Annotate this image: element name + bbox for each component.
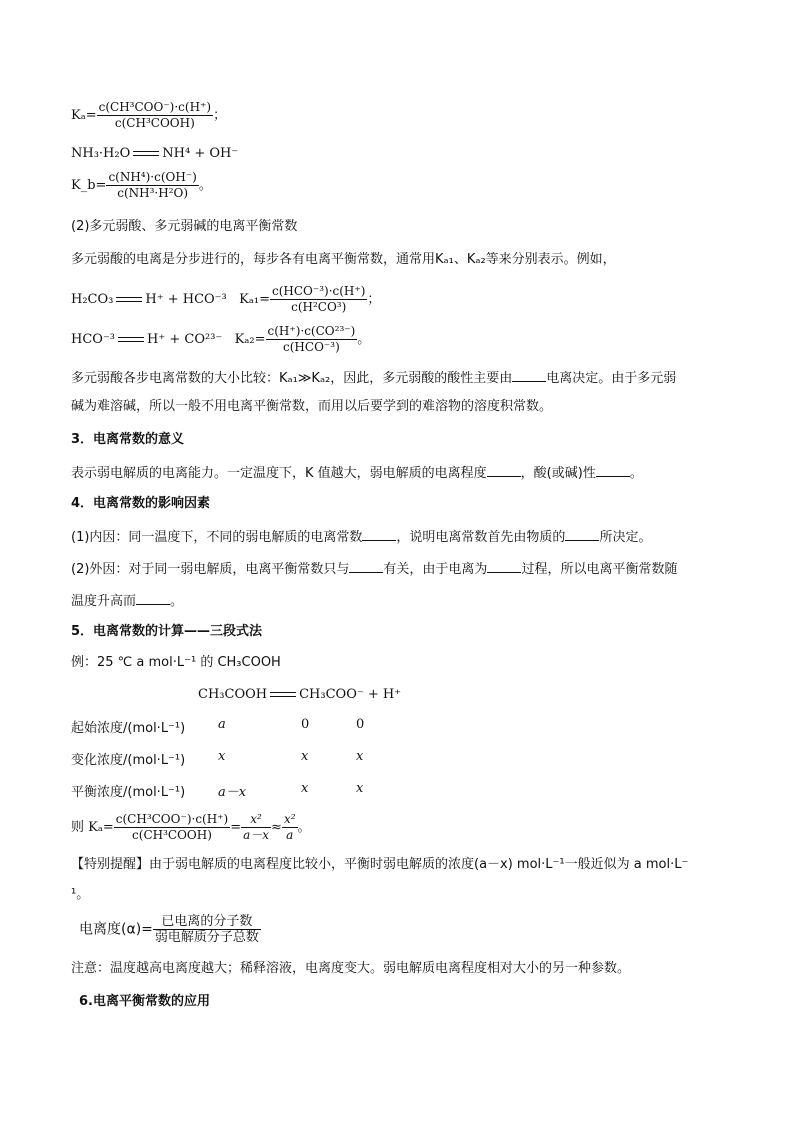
hco3-equation bbox=[71, 324, 370, 355]
ka1-fraction bbox=[270, 284, 367, 315]
section-4-line-2 bbox=[71, 559, 677, 579]
kb-numerator: c(NH⁴)·c(OH⁻) bbox=[108, 170, 197, 184]
x-fraction bbox=[241, 812, 271, 843]
row-cell: 0 bbox=[301, 717, 310, 732]
answer-blank[interactable] bbox=[362, 527, 396, 541]
ka1-denominator: c(H²CO³) bbox=[291, 300, 347, 314]
note-text: 注意：温度越高电离度越大；稀释溶液，电离度变大。弱电解质电离程度相对大小的另一种参数。 bbox=[71, 961, 631, 976]
kb-lhs: K_b= bbox=[71, 178, 107, 193]
s4-2-text-b: 有关，由于电离为 bbox=[383, 562, 488, 577]
ka-result-numerator: c(CH³COO⁻)·c(H⁺) bbox=[115, 812, 229, 826]
equals-sign: = bbox=[230, 820, 242, 835]
row-cell: a bbox=[218, 717, 226, 732]
approx-fraction bbox=[282, 812, 298, 843]
row-cell: a－x bbox=[218, 785, 247, 800]
h2co3-equation bbox=[71, 284, 380, 315]
section-6-title: 6.电离平衡常数的应用 bbox=[79, 994, 210, 1009]
h2co3-right: H⁺ + HCO⁻³ bbox=[145, 292, 227, 307]
kb-tail: 。 bbox=[198, 178, 212, 193]
ka-tail: ； bbox=[213, 108, 227, 123]
s4-1-text-a: (1)内因：同一温度下，不同的弱电解质的电离常数 bbox=[71, 530, 363, 545]
alpha-numerator: 已电离的分子数 bbox=[153, 914, 261, 930]
x-denominator: a－x bbox=[243, 828, 270, 842]
row-cell: x bbox=[356, 749, 364, 764]
tip-line-2: ¹。 bbox=[71, 887, 90, 902]
ka-result-lhs: 则 Kₐ= bbox=[71, 820, 114, 835]
ka-result-formula bbox=[71, 812, 311, 843]
row-label: 变化浓度/(mol·L⁻¹) bbox=[71, 753, 186, 768]
ka2-lhs: Kₐ₂= bbox=[234, 332, 266, 347]
ka-fraction bbox=[97, 100, 213, 131]
nh3-right: NH⁴ + OH⁻ bbox=[162, 146, 239, 161]
section-2-text: 多元弱酸的电离是分步进行的，每步各有电离平衡常数，通常用Kₐ₁、Kₐ₂等来分别表示。例如， bbox=[71, 252, 616, 267]
compare-text-b: 电离决定。由于多元弱 bbox=[546, 371, 677, 386]
equilibrium-arrow-icon bbox=[270, 691, 296, 699]
kb-denominator: c(NH³·H²O) bbox=[117, 186, 189, 200]
answer-blank[interactable] bbox=[512, 368, 546, 382]
ka-result-fraction bbox=[114, 812, 230, 843]
section-4-line-3 bbox=[71, 591, 183, 611]
nh3-equation bbox=[71, 145, 238, 163]
x-numerator: x² bbox=[241, 812, 271, 828]
acetic-right: CH₃COO⁻ + H⁺ bbox=[299, 687, 402, 702]
equilibrium-arrow-icon bbox=[116, 296, 142, 304]
section-5-example: 例：25 ℃ a mol·L⁻¹ 的 CH₃COOH bbox=[71, 655, 281, 670]
s4-3-text-b: 。 bbox=[170, 594, 184, 609]
h2co3-left: H₂CO₃ bbox=[71, 292, 114, 307]
section-4-line-1 bbox=[71, 527, 651, 547]
alpha-fraction bbox=[153, 914, 261, 945]
ka1-lhs: Kₐ₁= bbox=[239, 292, 270, 307]
kb-fraction bbox=[106, 170, 198, 201]
alpha-denominator: 弱电解质分子总数 bbox=[154, 930, 259, 945]
answer-blank[interactable] bbox=[349, 559, 383, 573]
ka2-denominator: c(HCO⁻³) bbox=[283, 340, 340, 354]
hco3-right: H⁺ + CO²³⁻ bbox=[147, 332, 223, 347]
ionization-degree-formula bbox=[79, 914, 261, 945]
ka-lhs: Kₐ= bbox=[71, 108, 97, 123]
row-cell: 0 bbox=[356, 717, 365, 732]
s4-3-text-a: 温度升高而 bbox=[71, 594, 137, 609]
row-cell: x bbox=[301, 781, 309, 796]
section-4-title: 4．电离常数的影响因素 bbox=[71, 496, 211, 511]
ka-result-tail: 。 bbox=[297, 820, 311, 835]
row-label: 平衡浓度/(mol·L⁻¹) bbox=[71, 785, 186, 800]
compare-line-2: 碱为难溶碱，所以一般不用电离平衡常数，而用以后要学到的难溶物的溶度积常数。 bbox=[71, 399, 553, 414]
ka2-fraction bbox=[266, 324, 358, 355]
answer-blank[interactable] bbox=[487, 463, 521, 477]
approx-numerator: x² bbox=[283, 812, 296, 826]
section-3-text bbox=[71, 463, 643, 483]
ka2-numerator: c(H⁺)·c(CO²³⁻) bbox=[267, 324, 356, 338]
ka1-numerator: c(HCO⁻³)·c(H⁺) bbox=[272, 284, 366, 298]
compare-text-a: 多元弱酸各步电离常数的大小比较：Kₐ₁≫Kₐ₂，因此，多元弱酸的酸性主要由 bbox=[71, 371, 513, 386]
s3-text-c: 。 bbox=[629, 466, 643, 481]
s4-1-text-b: ，说明电离常数首先由物质的 bbox=[396, 530, 566, 545]
section-3-title: 3．电离常数的意义 bbox=[71, 432, 185, 447]
s4-2-text-a: (2)外因：对于同一弱电解质，电离平衡常数只与 bbox=[71, 562, 350, 577]
ka-result-denominator: c(CH³COOH) bbox=[132, 828, 212, 842]
row-cell: x bbox=[301, 749, 309, 764]
section-2-title: (2)多元弱酸、多元弱碱的电离平衡常数 bbox=[71, 219, 298, 234]
ka-numerator: c(CH³COO⁻)·c(H⁺) bbox=[98, 100, 212, 114]
s3-text-b: ，酸(或碱)性 bbox=[520, 466, 596, 481]
tip-line-1: 【特别提醒】由于弱电解质的电离程度比较小，平衡时弱电解质的浓度(a－x) mol·L⁻¹一般近似为 a mol·L⁻ bbox=[71, 857, 689, 872]
ka1-tail: ； bbox=[367, 292, 381, 307]
equilibrium-arrow-icon bbox=[118, 336, 144, 344]
ka2-tail: 。 bbox=[357, 332, 371, 347]
answer-blank[interactable] bbox=[136, 591, 170, 605]
row-cell: x bbox=[356, 781, 364, 796]
section-5-title: 5．电离常数的计算——三段式法 bbox=[71, 624, 263, 639]
s3-text-a: 表示弱电解质的电离能力。一定温度下，K 值越大，弱电解质的电离程度 bbox=[71, 466, 487, 481]
hco3-left: HCO⁻³ bbox=[71, 332, 116, 347]
kb-formula bbox=[71, 170, 212, 201]
row-cell: x bbox=[218, 749, 226, 764]
s4-1-text-c: 所决定。 bbox=[599, 530, 652, 545]
ka-formula bbox=[71, 100, 226, 131]
ka-denominator: c(CH³COOH) bbox=[114, 116, 195, 130]
nh3-left: NH₃·H₂O bbox=[71, 146, 131, 161]
equilibrium-arrow-icon bbox=[133, 150, 159, 158]
approx-sign: ≈ bbox=[271, 820, 282, 835]
alpha-lhs: 电离度(α)= bbox=[79, 921, 153, 938]
s4-2-text-c: 过程，所以电离平衡常数随 bbox=[521, 562, 678, 577]
answer-blank[interactable] bbox=[565, 527, 599, 541]
approx-denominator: a bbox=[286, 828, 294, 842]
compare-line-1 bbox=[71, 368, 676, 388]
answer-blank[interactable] bbox=[596, 463, 630, 477]
acetic-equation bbox=[198, 686, 401, 704]
answer-blank[interactable] bbox=[487, 559, 521, 573]
acetic-left: CH₃COOH bbox=[198, 687, 268, 702]
row-label: 起始浓度/(mol·L⁻¹) bbox=[71, 721, 186, 736]
